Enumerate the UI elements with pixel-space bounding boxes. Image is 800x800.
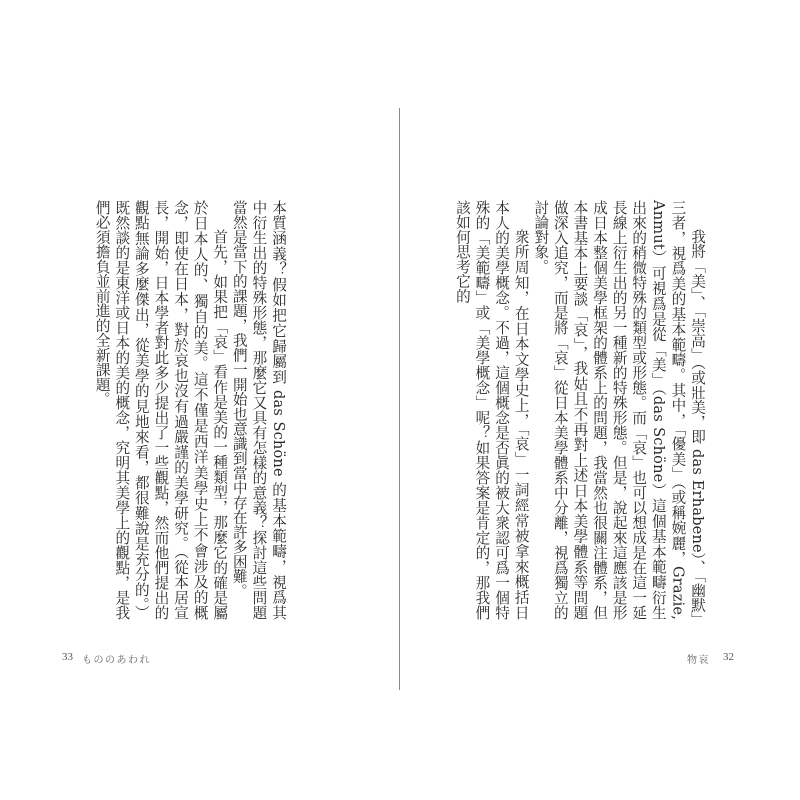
right-page	[400, 0, 800, 800]
left-page-body	[62, 200, 288, 620]
page-number: 32	[723, 651, 734, 663]
paragraph: 首先，如果把「哀」看作是美的一種類型，那麼它的確是屬於日本人的、獨自的美。這不僅是西洋美學史上不會涉及的概念，即使在日本，對於哀也沒有過嚴謹的美學研究。（從本居宣長，開始，日本學者對此多少提出了一些觀點，然而他們提出的觀點無論多麼傑出，從美學的見地來看，都很難說是充分的。）既然談的是東洋或日本的美的概念，究明其美學上的觀點，是我們必須擔負並前進的全新課題。	[93, 200, 229, 620]
paragraph: 衆所周知，在日本文學史上，「哀」一詞經常被拿來概括日本人的美學概念。不過，這個概念是否眞的被大衆認可爲一個特殊的「美範疇」或「美學概念」呢？如果答案是肯定的，那我們該如何思考它的	[453, 200, 530, 620]
paragraph: 本質涵義？假如把它歸屬到 das Schöne 的基本範疇，視爲其中衍生出的特殊形態，那麼它又具有怎樣的意義？探討這些問題當然是當下的課題，我們一開始也意識到當中存在許多困難。	[230, 200, 287, 620]
paragraph: 我將「美」、「崇高」（或壯美，即 das Erhabene）、「幽默」三者，視爲美的基本範疇。其中，「優美」（或稱婉麗，Grazie, Anmut）可視爲是從「美」（das Schöne）這個基本範疇衍生出來的稍微特殊的類型或形態。而「哀」也可以想成是在這一延長線上衍生出的另一種新的特殊形態。但是，說起來這應該是形成日本整個美學框架的體系上的問題，我當然也很關注體系，但本書基本上要談「哀」，我姑且不再對上述日本美學體系等問題做深入追究，而是將「哀」從日本美學體系中分離，視爲獨立的討論對象。	[532, 200, 706, 620]
right-page-body	[453, 200, 707, 620]
running-head: 物哀	[687, 655, 710, 666]
page-number: 33	[62, 651, 73, 663]
running-head: もののあわれ	[82, 655, 151, 666]
